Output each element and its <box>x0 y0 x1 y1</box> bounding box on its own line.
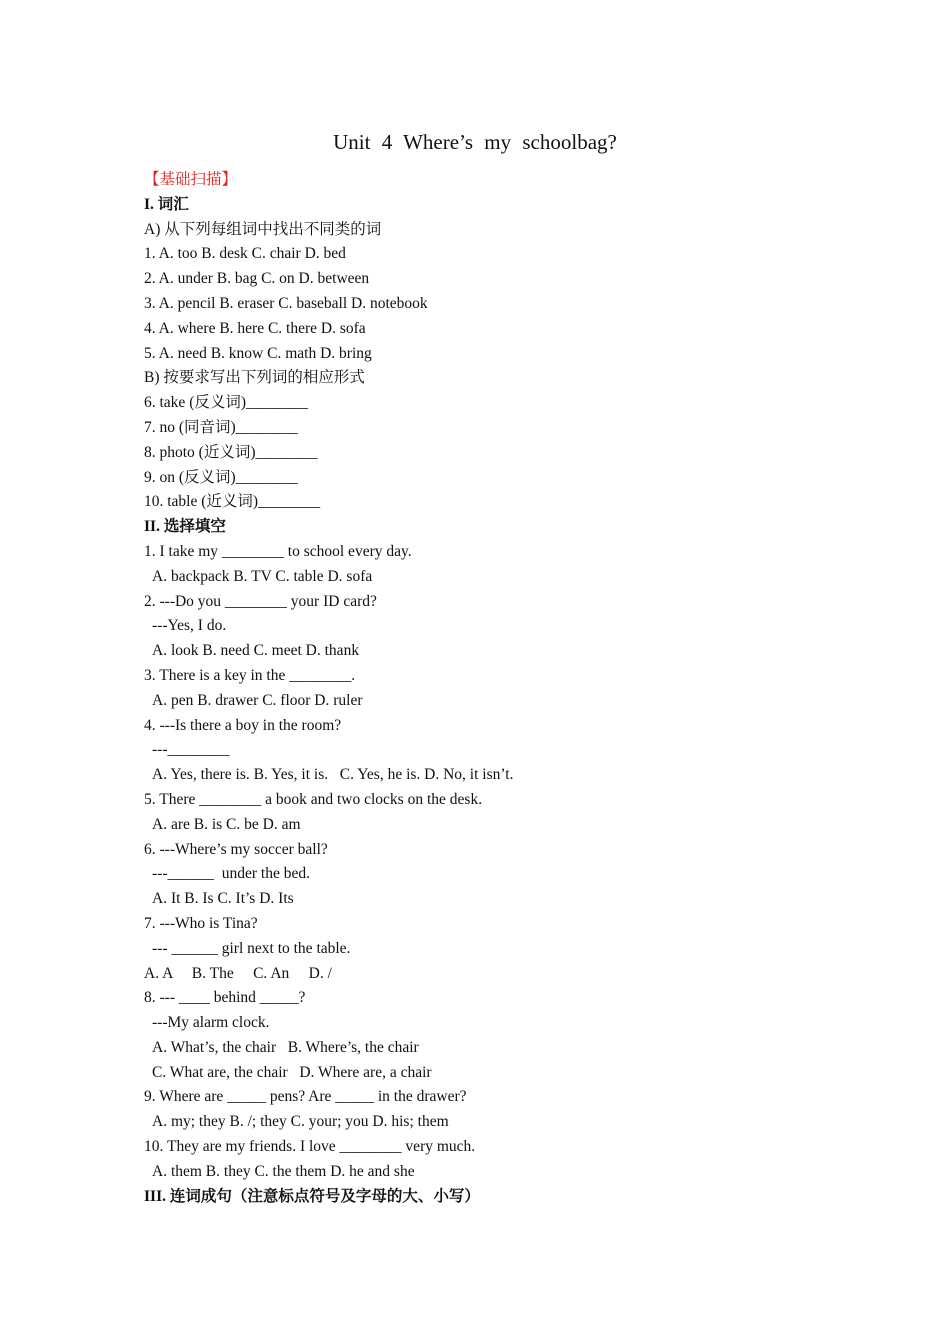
question-line: 10. They are my friends. I love ________ very much. <box>144 1138 476 1156</box>
question-line: 3. A. pencil B. eraser C. baseball D. notebook <box>144 294 428 312</box>
question-line: 1. A. too B. desk C. chair D. bed <box>144 245 346 263</box>
question-line: 9. Where are _____ pens? Are _____ in the drawer? <box>144 1088 467 1106</box>
section-heading-vocabulary: I. 词汇 <box>144 195 189 213</box>
options-line: A. them B. they C. the them D. he and she <box>152 1162 415 1180</box>
question-line: 9. on (反义词)________ <box>144 468 298 486</box>
question-line: 8. --- ____ behind _____? <box>144 989 306 1007</box>
question-line: 5. There ________ a book and two clocks on the desk. <box>144 790 483 808</box>
options-line: A. What’s, the chair B. Where’s, the chair <box>152 1038 419 1056</box>
subsection-heading: B) 按要求写出下列词的相应形式 <box>144 369 365 387</box>
options-line: A. It B. Is C. It’s D. Its <box>152 890 294 908</box>
question-line: 2. ---Do you ________ your ID card? <box>144 592 377 610</box>
question-line: 10. table (近义词)________ <box>144 493 321 511</box>
options-line: A. A B. The C. An D. / <box>144 964 332 982</box>
options-line: A. Yes, there is. B. Yes, it is. C. Yes, he is. D. No, it isn’t. <box>152 766 514 784</box>
options-line: A. my; they B. /; they C. your; you D. his; them <box>152 1113 449 1131</box>
question-line: 4. A. where B. here C. there D. sofa <box>144 319 366 337</box>
dialogue-line: ---______ under the bed. <box>152 865 310 883</box>
worksheet-body <box>144 168 844 1209</box>
options-line: A. pen B. drawer C. floor D. ruler <box>152 691 363 709</box>
section-label-basic-scan: 【基础扫描】 <box>144 171 238 188</box>
question-line: 8. photo (近义词)________ <box>144 443 318 461</box>
question-line: 2. A. under B. bag C. on D. between <box>144 270 370 288</box>
question-line: 4. ---Is there a boy in the room? <box>144 716 342 734</box>
dialogue-line: ---My alarm clock. <box>152 1014 270 1032</box>
options-line: C. What are, the chair D. Where are, a chair <box>152 1063 432 1081</box>
section-heading-multiple-choice: II. 选择填空 <box>144 518 226 536</box>
section-heading-sentence-building: III. 连词成句（注意标点符号及字母的大、小写） <box>144 1187 480 1205</box>
dialogue-line: --- ______ girl next to the table. <box>152 939 351 957</box>
question-line: 6. ---Where’s my soccer ball? <box>144 840 328 858</box>
question-line: 5. A. need B. know C. math D. bring <box>144 344 372 362</box>
dialogue-line: ---Yes, I do. <box>152 617 227 635</box>
options-line: A. look B. need C. meet D. thank <box>152 642 360 660</box>
question-line: 7. ---Who is Tina? <box>144 914 258 932</box>
options-line: A. backpack B. TV C. table D. sofa <box>152 567 373 585</box>
question-line: 7. no (同音词)________ <box>144 418 298 436</box>
subsection-heading: A) 从下列每组词中找出不同类的词 <box>144 220 382 238</box>
page-title: Unit 4 Where’s my schoolbag? <box>333 130 617 154</box>
question-line: 6. take (反义词)________ <box>144 394 309 412</box>
options-line: A. are B. is C. be D. am <box>152 815 301 833</box>
dialogue-line: ---________ <box>152 741 230 759</box>
question-line: 3. There is a key in the ________. <box>144 666 356 684</box>
question-line: 1. I take my ________ to school every day. <box>144 542 412 560</box>
